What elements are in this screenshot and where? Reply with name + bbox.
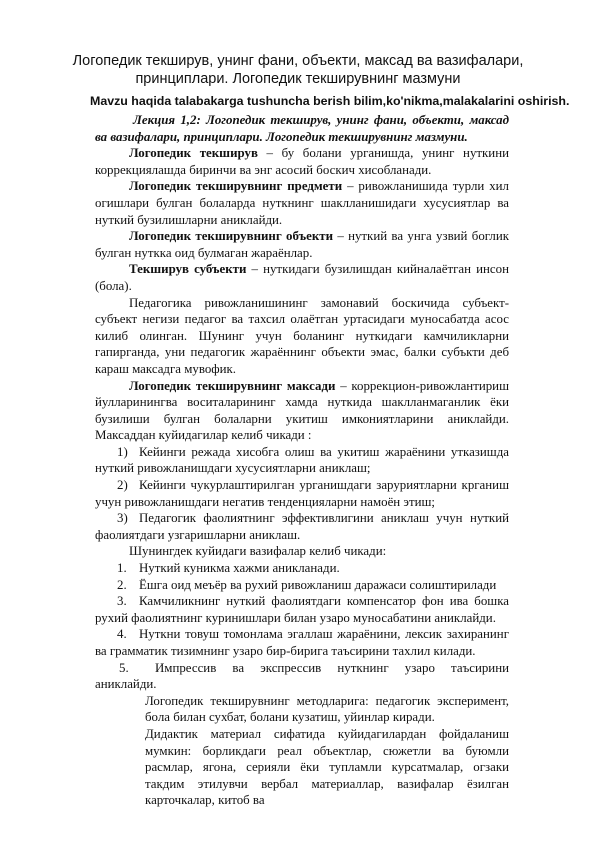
list-text: Педагогик фаолиятнинг эффективлигини аниклаш учун нуткий фаолиятдаги узгаришларни аниклаш.	[95, 511, 509, 542]
paragraph-tasks-intro: Шунингдек куйидаги вазифалар келиб чикади:	[129, 544, 387, 559]
lecture-heading: Лекция 1,2: Логопедик текширув, унинг фани, объекти, максад ва вазифалари, принциплари. Логопедик текширувнинг мазмуни.	[95, 113, 509, 144]
paragraph-subject	[95, 261, 509, 294]
list-text: Камчиликнинг нуткий фаолиятдаги компенсатор фон ива бошка рухий фаолиятнинг куринишлари билан узаро муносабатини аниклайди.	[95, 594, 509, 625]
list-text: Кейинги чукурлаштирилган урганишдаги заруриятларни крганиш учун ривожланишдаги негатив тенденцияларни намоён этиш;	[95, 478, 509, 509]
document-body	[95, 112, 509, 809]
list-item	[95, 626, 509, 659]
paragraph-didactic: Дидактик материал сифатида куйидагилардан фойдаланиш мумкин: борликдаги реал объектлар, сюжетли ва буюмли расмлар, ягона, серияли ёки тупламли курсатмалар, огзаки такдим этилувчи вербал материаллар, вазифалар ёзилган карточкалар, китоб ва	[145, 726, 509, 808]
list-text: Ёшга оид меъёр ва рухий ривожланиш даражаси солиштирилади	[139, 577, 497, 592]
list-number: 5.	[119, 660, 129, 675]
definition-text: – нуткий ва унга узвий боглик булган нуткка оид булмаган жараёнлар.	[95, 229, 509, 260]
term-bold: Логопедик текширувнинг максади	[129, 378, 336, 393]
definition-text: – нуткидаги бузилишдан кийналаётган инсон (бола).	[95, 262, 509, 293]
topic-subject-line: Mavzu haqida talabakarga tushuncha berish bilim,ko'nikma,malakalarini oshirish.	[90, 94, 570, 108]
list-number: 3)	[117, 511, 128, 526]
list-number: 1.	[117, 561, 127, 576]
paragraph-goal	[95, 378, 509, 444]
list-item	[95, 660, 509, 693]
definition-text: – бу болани урганишда, унинг нуткини коррекциялашда биринчи ва энг асосий боскич хисобланади.	[95, 146, 509, 177]
paragraph-methods: Логопедик текширувнинг методларига: педагогик эксперимент, бола билан сухбат, болани кузатиш, уйинлар киради.	[145, 693, 509, 725]
list-item	[95, 510, 509, 543]
list-number: 3.	[117, 594, 127, 609]
list-number: 4.	[117, 627, 127, 642]
paragraph-object	[95, 228, 509, 261]
paragraph-subject-matter	[95, 178, 509, 228]
list-text: Кейинги режада хисобга олиш ва укитиш жараёнини утказишда нуткий ривожланишдаги хусусиятларни аниклаш;	[95, 444, 509, 476]
list-item	[95, 477, 509, 510]
definition-text: – ривожланишида турли хил огишлари булган болаларда нуткнинг шаклланишидаги хусусиятлар ва нуткий бузилишларни аниклайди.	[95, 179, 509, 227]
list-item	[95, 444, 509, 477]
definition-text: – коррекцион-ривожлантириш йулларинингва воситаларининг хамда нуткида шаклланмаганлик ёки бузилиши булган болаларни укитиш имкониятларини аниклайди. Максаддан куйидагилар келиб чикади :	[95, 378, 509, 443]
term-bold: Логопедик текширувнинг предмети	[129, 179, 343, 194]
list-number: 2.	[117, 577, 127, 592]
list-text: Нуткий куникма хажми аникланади.	[139, 561, 340, 576]
list-number: 2)	[117, 478, 128, 493]
list-item	[95, 577, 509, 594]
list-item	[95, 560, 509, 577]
document-title: Логопедик текширув, унинг фани, объекти, максад ва вазифалари, принциплари. Логопедик текширувнинг мазмуни	[72, 53, 524, 87]
list-text: Импрессив ва экспрессив нуткнинг узаро таъсирини аниклайди.	[95, 660, 509, 692]
list-number: 1)	[117, 444, 128, 459]
list-item	[95, 593, 509, 626]
list-text: Нуткни товуш томонлама эгаллаш жараёнини, лексик захиранинг ва грамматик тизимнинг узаро бир-бирига таъсирини тахлил килади.	[95, 627, 509, 658]
term-bold: Логопедик текширув	[129, 146, 258, 161]
paragraph-definition	[95, 145, 509, 178]
term-bold: Логопедик текширувнинг объекти	[129, 229, 334, 244]
paragraph-pedagogy: Педагогика ривожланишининг замонавий боскичида субъект-субъект негизи педагог ва тахсил олаётган уртасидаги муносабатда асос килиб олинган. Шунинг учун боланинг нуткидаги камчиликларни гапирганда, уни педагогик жараённинг объекти эмас, балки субъкти деб караш максадга мувофик.	[95, 295, 509, 376]
term-bold: Текширув субъекти	[129, 262, 247, 277]
